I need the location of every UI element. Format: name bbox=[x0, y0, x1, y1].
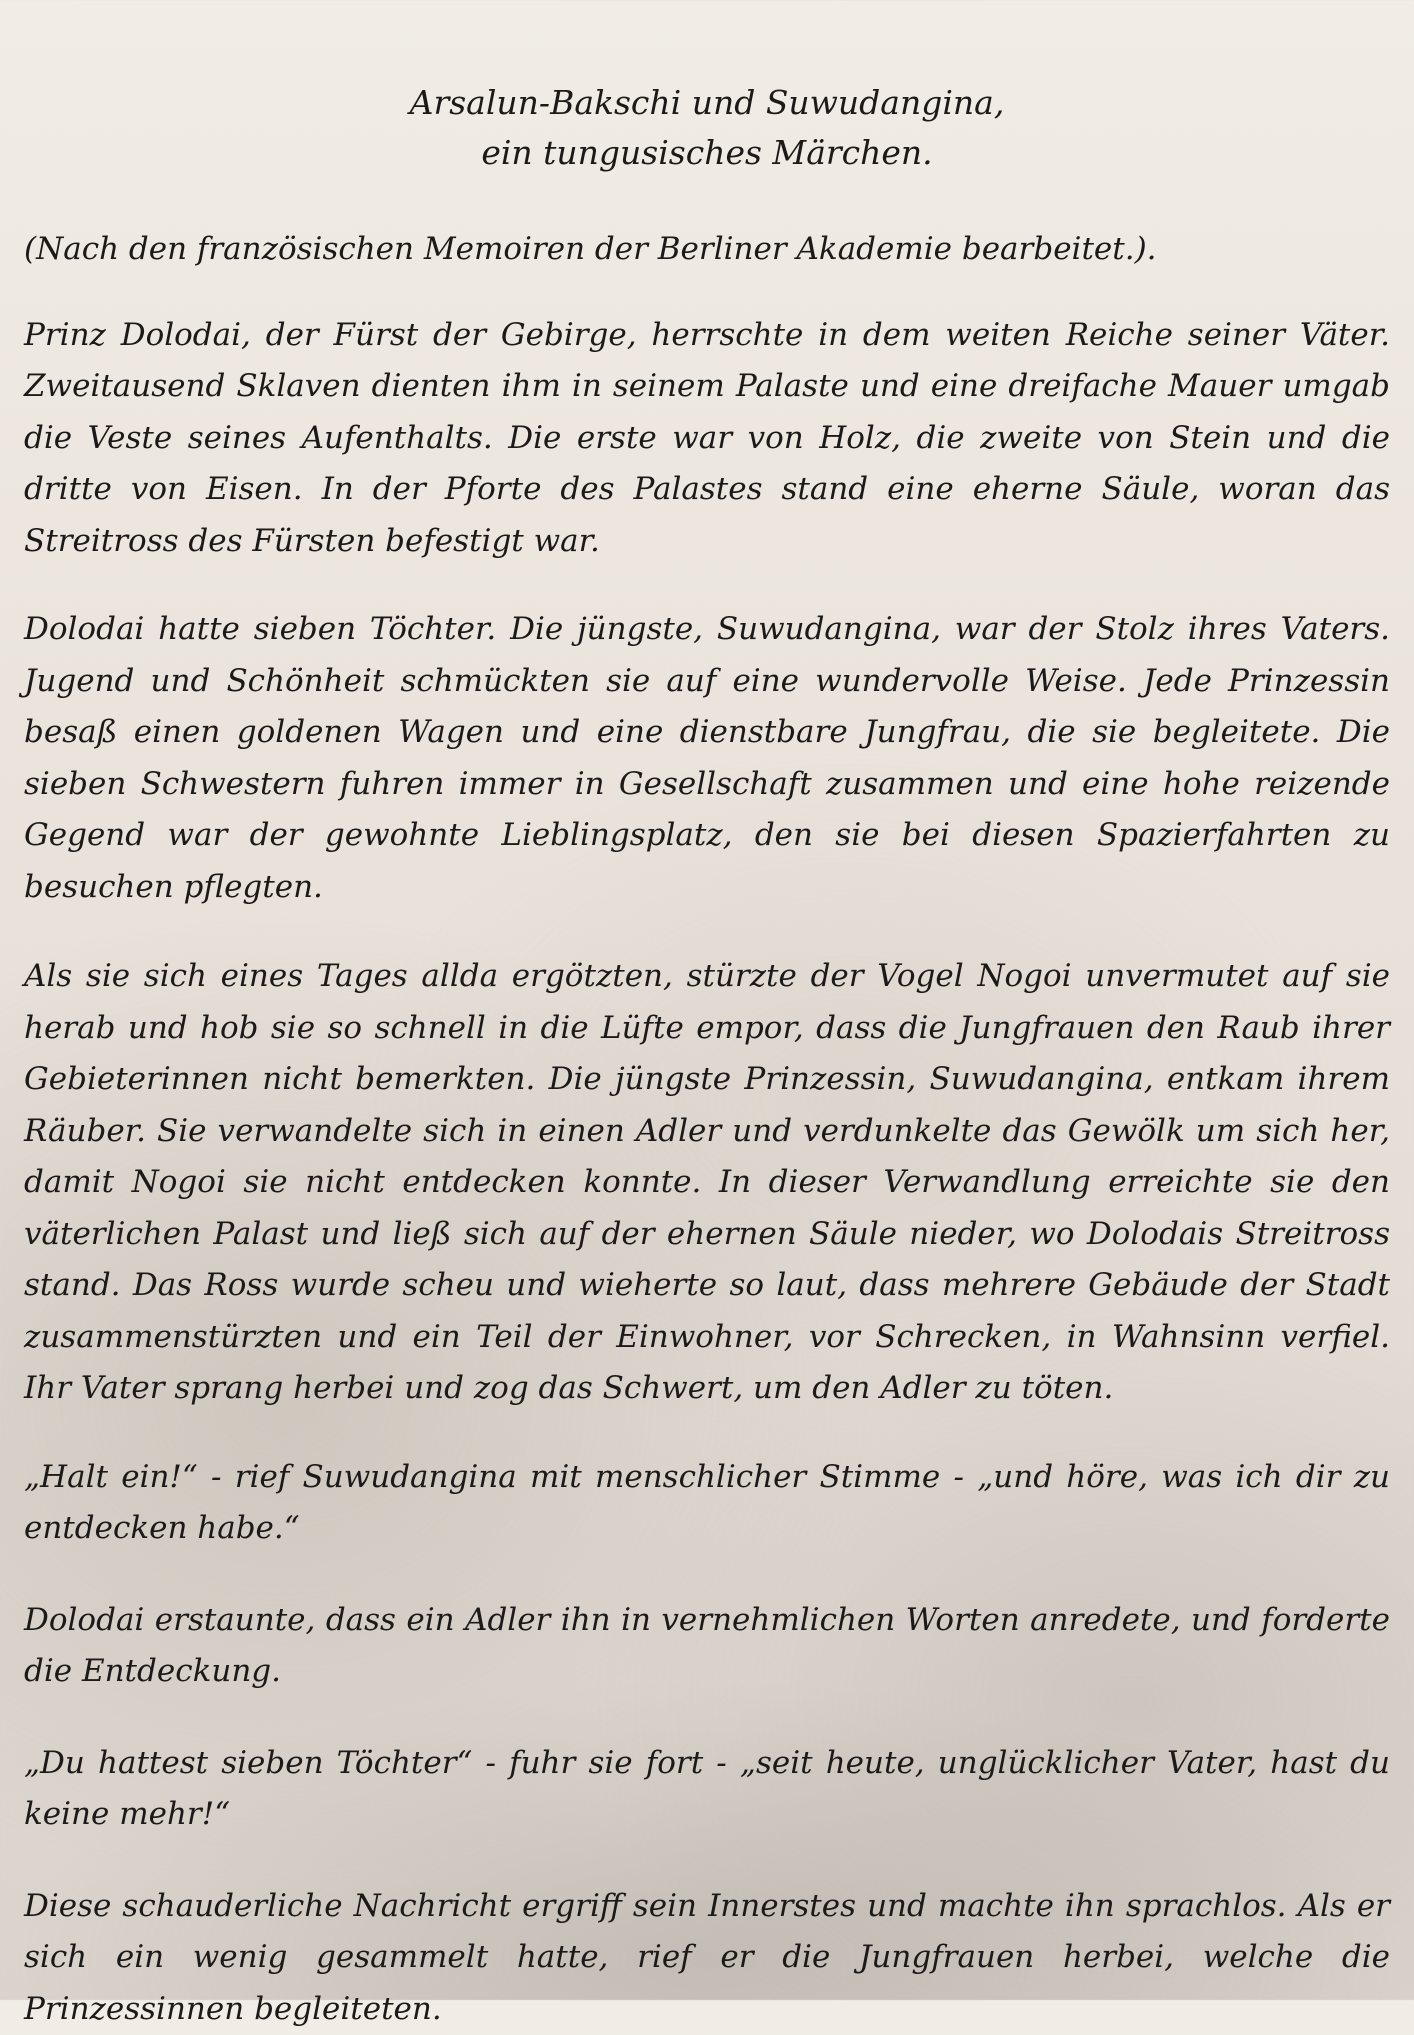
paragraph: Diese schauderliche Nachricht ergriff sein Innerstes und machte ihn sprachlos. Als er sich ein wenig gesammelt hatte, rief er die Jungfrauen herbei, welche die Prinzessinnen begleiteten. bbox=[24, 1881, 1390, 2035]
paragraph: Prinz Dolodai, der Fürst der Gebirge, herrschte in dem weiten Reiche seiner Väter. Zweitausend Sklaven dienten ihm in seinem Palaste und eine dreifache Mauer umgab die Veste seines Aufenthalts. Die erste war von Holz, die zweite von Stein und die dritte von Eisen. In der Pforte des Palastes stand eine eherne Säule, woran das Streitross des Fürsten befestigt war. bbox=[24, 310, 1390, 568]
title-line-1: Arsalun-Bakschi und Suwudangina, bbox=[24, 78, 1390, 128]
paragraph: „Halt ein!“ - rief Suwudangina mit menschlicher Stimme - „und höre, was ich dir zu entdecken habe.“ bbox=[24, 1452, 1390, 1555]
document-page bbox=[24, 0, 1390, 2035]
paragraph: „Du hattest sieben Töchter“ - fuhr sie fort - „seit heute, unglücklicher Vater, hast du keine mehr!“ bbox=[24, 1738, 1390, 1841]
paragraph: Als sie sich eines Tages allda ergötzten, stürzte der Vogel Nogoi unvermutet auf sie herab und hob sie so schnell in die Lüfte empor, dass die Jungfrauen den Raub ihrer Gebieterinnen nicht bemerkten. Die jüngste Prinzessin, Suwudangina, entkam ihrem Räuber. Sie verwandelte sich in einen Adler und verdunkelte das Gewölk um sich her, damit Nogoi sie nicht entdecken konnte. In dieser Verwandlung erreichte sie den väterlichen Palast und ließ sich auf der ehernen Säule nieder, wo Dolodais Streitross stand. Das Ross wurde scheu und wieherte so laut, dass mehrere Gebäude der Stadt zusammenstürzten und ein Teil der Einwohner, vor Schrecken, in Wahnsinn verfiel. Ihr Vater sprang herbei und zog das Schwert, um den Adler zu töten. bbox=[24, 951, 1390, 1415]
document-title bbox=[24, 78, 1390, 178]
paragraph: Dolodai erstaunte, dass ein Adler ihn in vernehmlichen Worten anredete, und forderte die Entdeckung. bbox=[24, 1595, 1390, 1698]
title-line-2: ein tungusisches Märchen. bbox=[24, 128, 1390, 178]
source-note: (Nach den französischen Memoiren der Berliner Akademie bearbeitet.). bbox=[24, 224, 1390, 276]
paragraph: Dolodai hatte sieben Töchter. Die jüngste, Suwudangina, war der Stolz ihres Vaters. Jugend und Schönheit schmückten sie auf eine wundervolle Weise. Jede Prinzessin besaß einen goldenen Wagen und eine dienstbare Jungfrau, die sie begleitete. Die sieben Schwestern fuhren immer in Gesellschaft zusammen und eine hohe reizende Gegend war der gewohnte Lieblingsplatz, den sie bei diesen Spazierfahrten zu besuchen pflegten. bbox=[24, 604, 1390, 913]
